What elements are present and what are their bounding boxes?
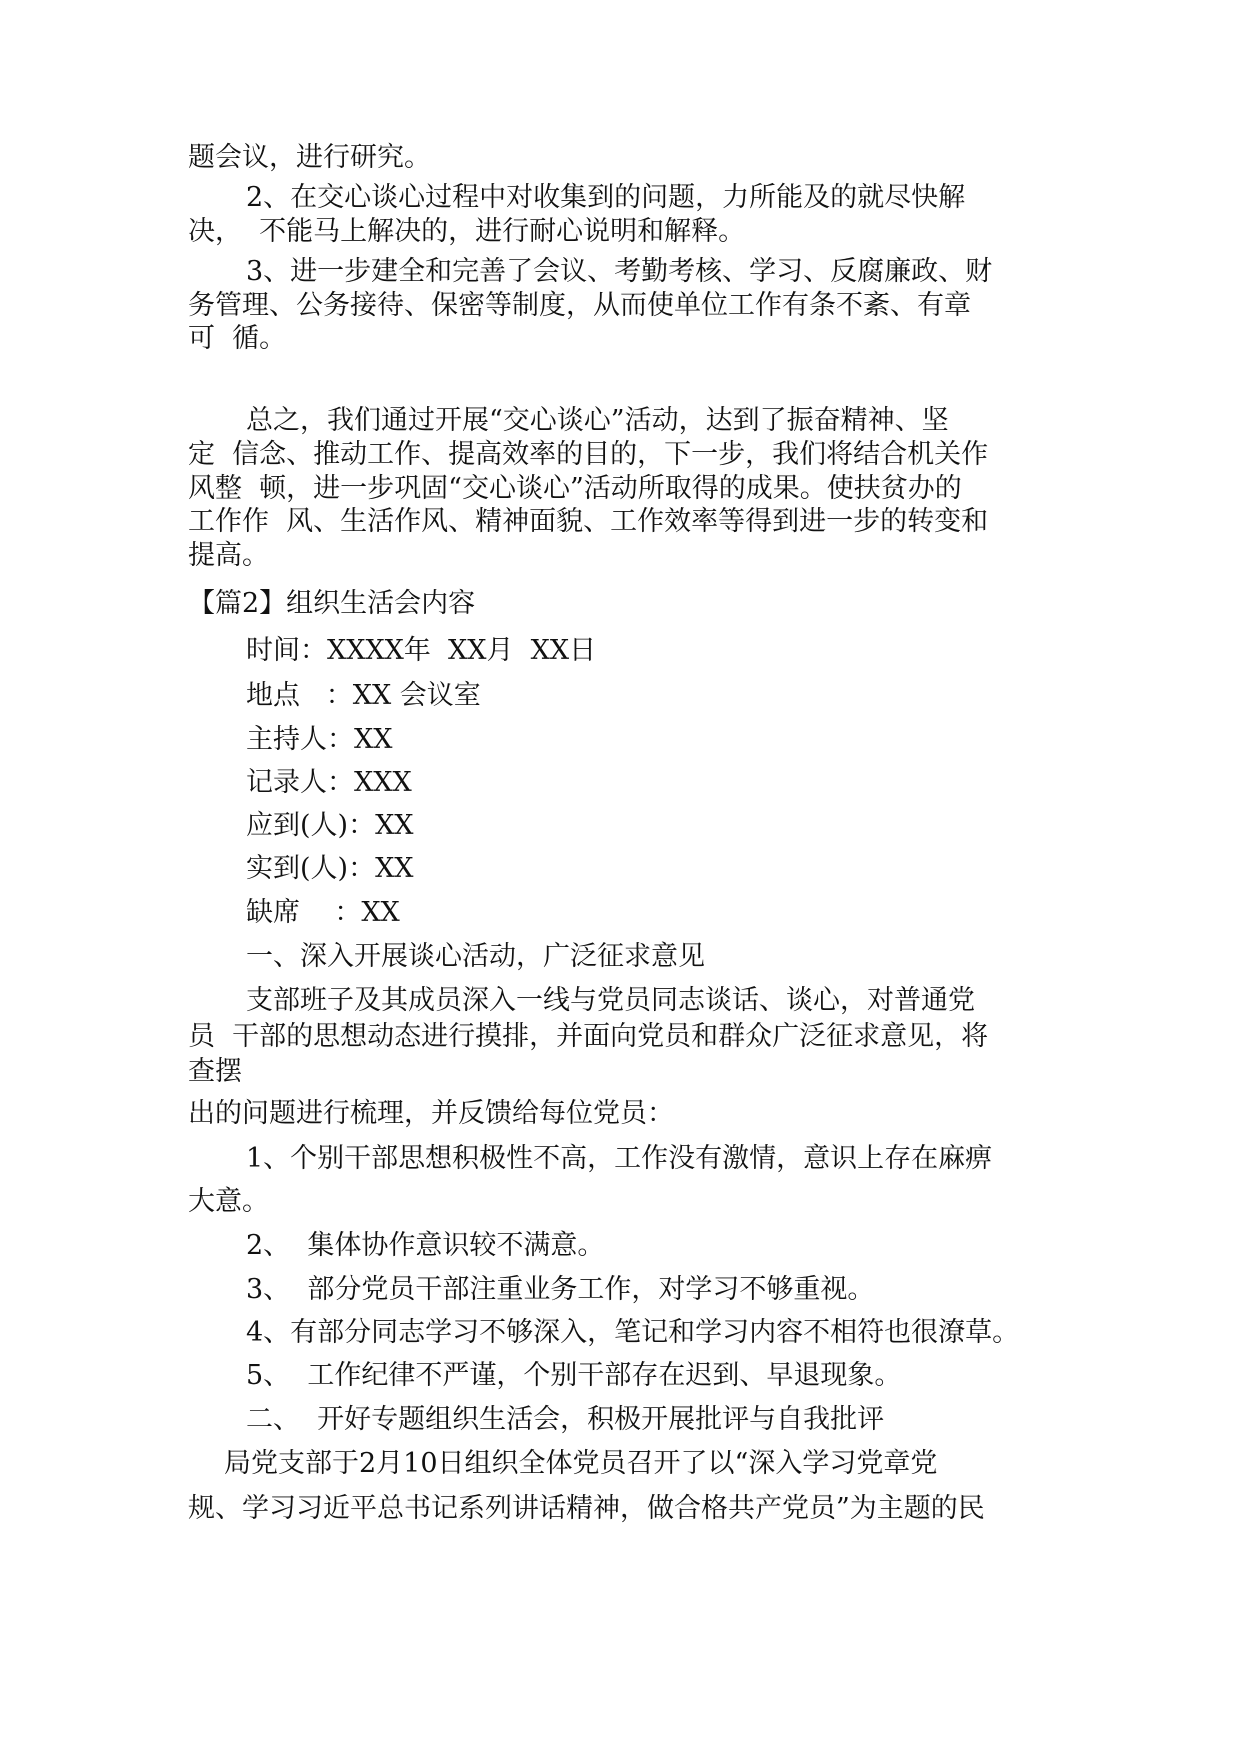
list-item-continuation: 大意。 [188, 1186, 269, 1217]
paragraph-line: 决， 不能马上解决的，进行耐心说明和解释。 [188, 216, 746, 247]
meeting-time: 时间：XXXX年 XX月 XX日 [246, 635, 597, 666]
paragraph-line: 定 信念、推动工作、提高效率的目的，下一步，我们将结合机关作 [188, 439, 989, 470]
attendance-expected: 应到(人)：XX [246, 810, 414, 841]
paragraph-line: 务管理、公务接待、保密等制度，从而使单位工作有条不紊、有章 [188, 290, 971, 321]
list-item: 5、 工作纪律不严谨，个别干部存在迟到、早退现象。 [246, 1360, 902, 1391]
meeting-host: 主持人：XX [246, 724, 393, 755]
list-item: 3、 部分党员干部注重业务工作，对学习不够重视。 [246, 1274, 875, 1305]
paragraph-line: 3、进一步建全和完善了会议、考勤考核、学习、反腐廉政、财 [246, 256, 993, 287]
paragraph-line: 总之，我们通过开展“交心谈心”活动，达到了振奋精神、坚 [246, 405, 949, 436]
paragraph-line: 题会议，进行研究。 [188, 142, 431, 173]
list-item: 1、个别干部思想积极性不高，工作没有激情，意识上存在麻痹 [246, 1143, 993, 1174]
paragraph-line: 可 循。 [188, 323, 287, 354]
paragraph-line: 支部班子及其成员深入一线与党员同志谈话、谈心，对普通党 [246, 985, 975, 1016]
paragraph-line: 提高。 [188, 540, 269, 571]
section-heading: 【篇2】组织生活会内容 [188, 588, 476, 619]
list-item: 4、有部分同志学习不够深入，笔记和学习内容不相符也很潦草。 [246, 1317, 1020, 1348]
attendance-actual: 实到(人)：XX [246, 853, 414, 884]
subsection-heading: 二、 开好专题组织生活会，积极开展批评与自我批评 [246, 1404, 885, 1435]
paragraph-line: 员 干部的思想动态进行摸排，并面向党员和群众广泛征求意见，将 [188, 1021, 989, 1052]
subsection-heading: 一、深入开展谈心活动，广泛征求意见 [246, 941, 705, 972]
paragraph-line: 查摆 [188, 1056, 242, 1087]
meeting-location: 地点 ：XX 会议室 [246, 680, 481, 711]
list-item: 2、 集体协作意识较不满意。 [246, 1230, 605, 1261]
paragraph-line: 局党支部于2月10日组织全体党员召开了以“深入学习党章党 [224, 1448, 938, 1479]
paragraph-line: 工作作 风、生活作风、精神面貌、工作效率等得到进一步的转变和 [188, 506, 989, 537]
paragraph-line: 规、学习习近平总书记系列讲话精神，做合格共产党员”为主题的民 [188, 1493, 985, 1524]
attendance-absent: 缺席 ：XX [246, 897, 400, 928]
paragraph-line: 出的问题进行梳理，并反馈给每位党员： [188, 1098, 674, 1129]
paragraph-line: 风整 顿，进一步巩固“交心谈心”活动所取得的成果。使扶贫办的 [188, 473, 962, 504]
paragraph-line: 2、在交心谈心过程中对收集到的问题，力所能及的就尽快解 [246, 182, 966, 213]
meeting-recorder: 记录人：XXX [246, 767, 412, 798]
